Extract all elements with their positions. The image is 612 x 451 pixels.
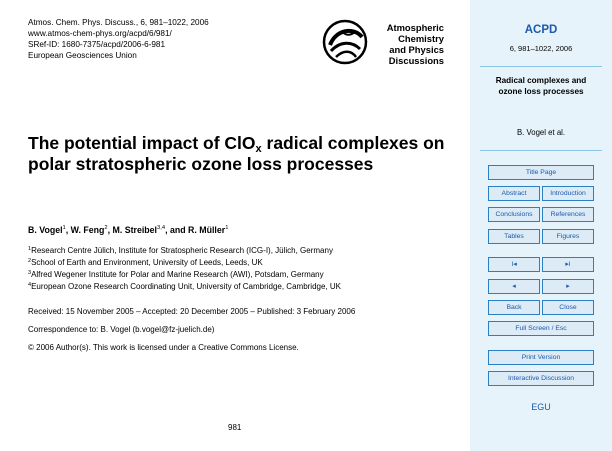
journal-logo xyxy=(322,17,444,69)
journal-acronym: ACPD xyxy=(524,24,558,36)
author-list: B. Vogel$^1$, W. Feng$^2$, M. Streibel$^{3,4}$, and R. Müller$^1$ xyxy=(28,225,229,235)
introduction-button[interactable]: Introduction xyxy=(542,186,594,201)
affiliation: $^1$Research Centre Jülich, Institute for Stratospheric Research (ICG-I), Jülich, Germany xyxy=(28,246,333,255)
journal-url[interactable]: www.atmos-chem-phys.org/acpd/6/981/ xyxy=(28,29,172,38)
divider xyxy=(480,150,602,151)
close-button[interactable]: Close xyxy=(542,300,594,315)
author: B. Vogel xyxy=(28,225,63,235)
navigation-sidebar xyxy=(470,0,612,451)
article-title: The potential impact of ClO$_x$ radical complexes on polar stratospheric ozone loss processes xyxy=(28,133,445,174)
back-button[interactable]: Back xyxy=(488,300,540,315)
previous-button[interactable]: ◂ xyxy=(488,279,540,294)
page-number: 981 xyxy=(228,423,242,432)
author: M. Streibel xyxy=(112,225,157,235)
author: R. Müller xyxy=(188,225,226,235)
short-title: Radical complexes and ozone loss processes xyxy=(495,76,587,96)
correspondence: Correspondence to: B. Vogel (b.vogel@fz-juelich.de) xyxy=(28,325,215,334)
logo-wordmark: Atmospheric Chemistry and Physics Discussions xyxy=(386,22,444,66)
divider xyxy=(480,66,602,67)
next-button[interactable]: ▸ xyxy=(542,279,594,294)
volume-info: 6, 981–1022, 2006 xyxy=(509,44,573,53)
tables-button[interactable]: Tables xyxy=(488,229,540,244)
publisher: European Geosciences Union xyxy=(28,51,137,60)
references-button[interactable]: References xyxy=(542,207,594,222)
affiliation: $^2$School of Earth and Environment, University of Leeds, Leeds, UK xyxy=(28,258,263,267)
author: W. Feng xyxy=(70,225,105,235)
conclusions-button[interactable]: Conclusions xyxy=(488,207,540,222)
figures-button[interactable]: Figures xyxy=(542,229,594,244)
short-authors: B. Vogel et al. xyxy=(516,128,566,137)
abstract-button[interactable]: Abstract xyxy=(488,186,540,201)
egu-label: EGU xyxy=(531,402,551,412)
fullscreen-button[interactable]: Full Screen / Esc xyxy=(488,321,594,336)
first-page-button[interactable]: I◂ xyxy=(488,257,540,272)
print-version-button[interactable]: Print Version xyxy=(488,350,594,365)
acp-globe-icon xyxy=(322,19,368,65)
citation-header xyxy=(28,17,209,61)
license-notice: © 2006 Author(s). This work is licensed under a Creative Commons License. xyxy=(28,343,299,352)
last-page-button[interactable]: ▸I xyxy=(542,257,594,272)
publication-dates: Received: 15 November 2005 – Accepted: 20 December 2005 – Published: 3 February 2006 xyxy=(28,307,356,316)
affiliation: $^3$Alfred Wegener Institute for Polar and Marine Research (AWI), Potsdam, Germany xyxy=(28,270,324,279)
affiliation: $^4$European Ozone Research Coordinating Unit, University of Cambridge, Cambridge, UK xyxy=(28,282,341,291)
interactive-discussion-button[interactable]: Interactive Discussion xyxy=(488,371,594,386)
sref-id: SRef-ID: 1680-7375/acpd/2006-6-981 xyxy=(28,40,166,49)
title-page-button[interactable]: Title Page xyxy=(488,165,594,180)
affiliation-list xyxy=(28,245,341,293)
journal-citation: Atmos. Chem. Phys. Discuss., 6, 981–1022, 2006 xyxy=(28,18,209,27)
